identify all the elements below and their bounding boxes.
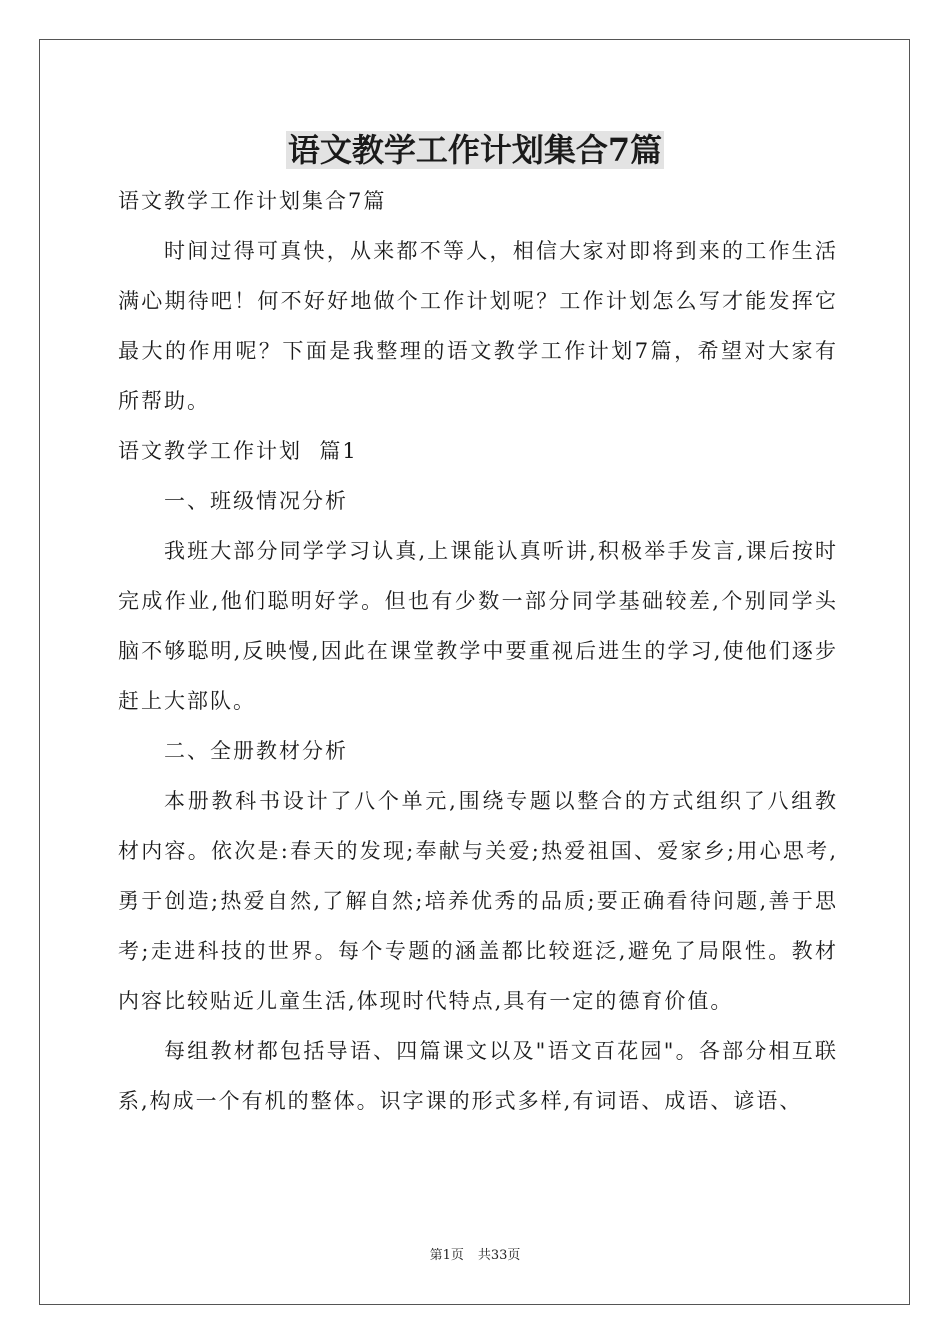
document-title [0, 128, 950, 172]
page-footer [0, 1247, 950, 1265]
textbook-analysis-paragraph: 本册教科书设计了八个单元,围绕专题以整合的方式组织了八组教材内容。依次是:春天的发现;奉献与关爱;热爱祖国、爱家乡;用心思考,勇于创造;热爱自然,了解自然;培养优秀的品质;要正确看待问题,善于思考;走进科技的世界。每个专题的涵盖都比较逛泛,避免了局限性。教材内容比较贴近儿童生活,体现时代特点,具有一定的德育价值。 [118, 789, 838, 1013]
document-subtitle: 语文教学工作计划集合7篇 [118, 189, 387, 213]
document-title-text: 语文教学工作计划集合7篇 [287, 131, 663, 169]
textbook-structure-paragraph: 每组教材都包括导语、四篇课文以及"语文百花园"。各部分相互联系,构成一个有机的整体。识字课的形式多样,有词语、成语、谚语、 [118, 1039, 838, 1113]
page-number: 第1页 [429, 1248, 464, 1263]
intro-paragraph: 时间过得可真快，从来都不等人，相信大家对即将到来的工作生活满心期待吧！何不好好地做个工作计划呢？工作计划怎么写才能发挥它最大的作用呢？下面是我整理的语文教学工作计划7篇，希望对大家有所帮助。 [118, 239, 838, 413]
document-body [118, 176, 838, 1126]
page-total: 共33页 [477, 1248, 521, 1263]
heading-textbook-analysis: 二、全册教材分析 [164, 739, 348, 763]
heading-class-analysis: 一、班级情况分析 [164, 489, 348, 513]
class-analysis-paragraph: 我班大部分同学学习认真,上课能认真听讲,积极举手发言,课后按时完成作业,他们聪明好学。但也有少数一部分同学基础较差,个别同学头脑不够聪明,反映慢,因此在课堂教学中要重视后进生的学习,使他们逐步赶上大部队。 [118, 539, 838, 713]
section-heading: 语文教学工作计划 篇1 [118, 439, 358, 463]
